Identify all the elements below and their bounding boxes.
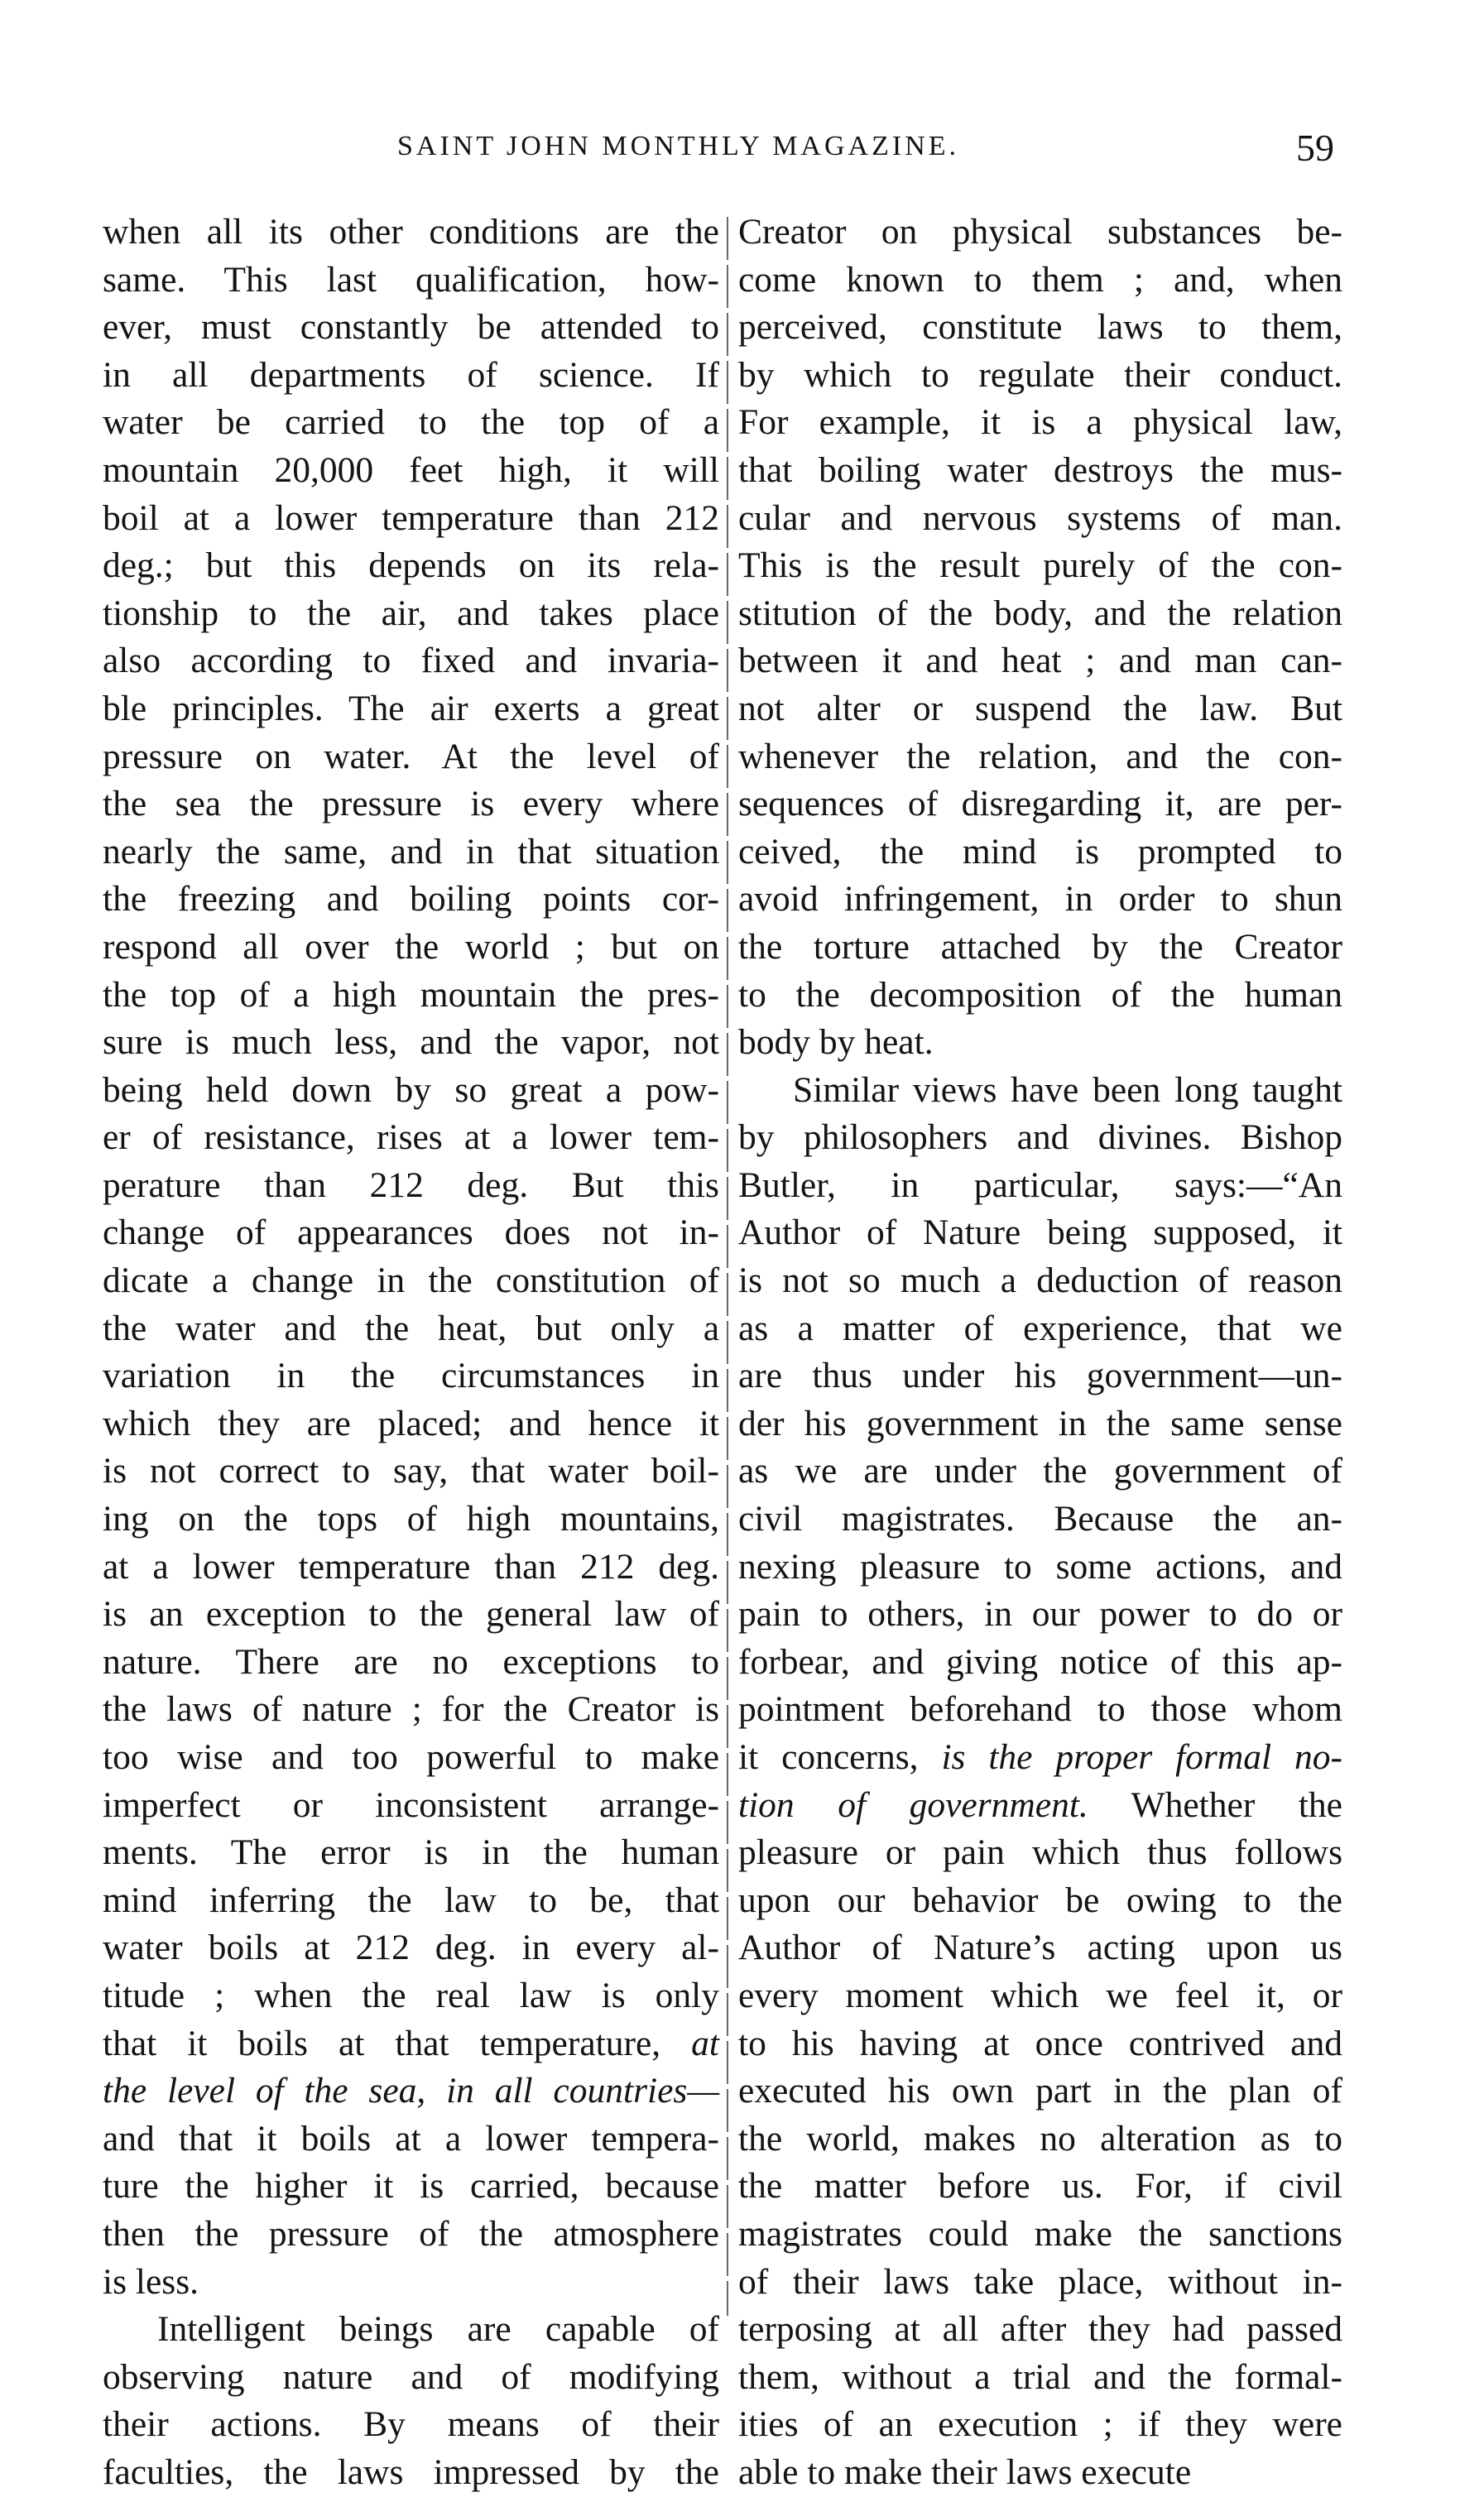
text-run: is an exception to the general law of (103, 1594, 719, 1635)
text-line (103, 542, 719, 590)
text-line (738, 2354, 1342, 2402)
text-run: is less. (103, 2261, 199, 2302)
text-run: variation in the circumstances in (103, 1356, 719, 1396)
text-run: by which to regulate their conduct. (738, 354, 1342, 395)
text-line (738, 542, 1342, 590)
text-run: the sea the pressure is every where (103, 784, 719, 824)
text-line (738, 1734, 1342, 1782)
text-run: pleasure or pain which thus follows (738, 1832, 1342, 1873)
text-run: Whether the (1088, 1784, 1342, 1825)
text-run: too wise and too powerful to make (103, 1737, 719, 1777)
text-run: ble principles. The air exerts a great (103, 688, 719, 728)
column-divider (727, 217, 728, 2316)
text-line (103, 2401, 719, 2449)
text-line (103, 876, 719, 924)
text-line (103, 257, 719, 305)
text-line (103, 1067, 719, 1115)
text-run: ceived, the mind is prompted to (738, 831, 1342, 872)
text-run: of their laws take place, without in- (738, 2261, 1342, 2302)
text-line (103, 1544, 719, 1592)
text-line (103, 399, 719, 447)
text-run: magistrates could make the sanctions (738, 2213, 1342, 2254)
text-line (103, 1019, 719, 1067)
text-line (103, 1209, 719, 1257)
text-run: that boiling water destroys the mus- (738, 449, 1342, 490)
text-run: same. This last qualification, how- (103, 259, 719, 300)
text-line (103, 1734, 719, 1782)
text-run: cular and nervous systems of man. (738, 497, 1342, 538)
text-line (738, 828, 1342, 876)
text-line (103, 447, 719, 495)
italic-text: is the proper formal no- (941, 1737, 1342, 1777)
text-run: to the decomposition of the human (738, 974, 1342, 1015)
text-line (103, 1829, 719, 1877)
text-run: that it boils at that temperature, (103, 2023, 661, 2063)
text-line (738, 2449, 1342, 2497)
text-line (738, 304, 1342, 352)
text-line (738, 1496, 1342, 1544)
text-run: them, without a trial and the formal- (738, 2356, 1342, 2397)
text-run: at a lower temperature than 212 deg. (103, 1546, 719, 1587)
text-line (738, 1972, 1342, 2020)
text-run: faculties, the laws impressed by the (103, 2452, 719, 2492)
text-run: sequences of disregarding it, are per- (738, 784, 1342, 824)
text-run: are thus under his government—un- (738, 1356, 1342, 1396)
text-line (738, 1591, 1342, 1639)
text-line (738, 2306, 1342, 2354)
text-run: when all its other conditions are the (103, 212, 719, 252)
text-line (103, 2115, 719, 2163)
text-run: ture the higher it is carried, because (103, 2166, 719, 2207)
text-line (738, 2020, 1342, 2068)
text-line (103, 1686, 719, 1734)
text-run: not alter or suspend the law. But (738, 688, 1342, 728)
text-line (738, 2211, 1342, 2259)
text-line (103, 1257, 719, 1305)
text-run: perature than 212 deg. But this (103, 1165, 719, 1205)
text-line (738, 972, 1342, 1020)
text-run: water be carried to the top of a (103, 402, 719, 443)
text-line (738, 447, 1342, 495)
text-line (738, 352, 1342, 400)
text-run: in all departments of science. If (103, 354, 719, 395)
text-line (103, 1924, 719, 1972)
text-line (738, 637, 1342, 685)
text-line (103, 2449, 719, 2497)
italic-text: at (691, 2023, 719, 2063)
text-line (103, 2354, 719, 2402)
text-line (738, 399, 1342, 447)
text-line (103, 2306, 719, 2354)
text-line (103, 1877, 719, 1925)
text-run: mind inferring the law to be, that (103, 1880, 719, 1920)
text-run: Butler, in particular, says:—“An (738, 1165, 1342, 1205)
text-line (103, 637, 719, 685)
text-run: executed his own part in the plan of (738, 2071, 1342, 2111)
text-line (103, 1972, 719, 2020)
text-line (103, 1305, 719, 1353)
text-line (738, 2259, 1342, 2307)
text-run: perceived, constitute laws to them, (738, 307, 1342, 348)
text-line (738, 1305, 1342, 1353)
text-line (738, 876, 1342, 924)
text-run: pointment beforehand to those whom (738, 1689, 1342, 1730)
text-line (738, 780, 1342, 828)
text-run: the laws of nature ; for the Creator is (103, 1689, 719, 1730)
text-run: whenever the relation, and the con- (738, 736, 1342, 776)
text-line (738, 257, 1342, 305)
text-run: ing on the tops of high mountains, (103, 1499, 719, 1539)
text-line (103, 828, 719, 876)
text-line (103, 685, 719, 733)
text-line (738, 1257, 1342, 1305)
text-run: by philosophers and divines. Bishop (738, 1117, 1342, 1158)
text-run: which they are placed; and hence it (103, 1403, 719, 1443)
text-line (738, 2067, 1342, 2115)
text-run: nexing pleasure to some actions, and (738, 1546, 1342, 1587)
text-run: dicate a change in the constitution of (103, 1261, 719, 1301)
text-run: imperfect or inconsistent arrange- (103, 1784, 719, 1825)
text-line (103, 2067, 719, 2115)
text-run: is not so much a deduction of reason (738, 1261, 1342, 1301)
text-run: as a matter of experience, that we (738, 1308, 1342, 1348)
text-run: nature. There are no exceptions to (103, 1641, 719, 1682)
text-run: the world, makes no alteration as to (738, 2118, 1342, 2159)
text-line (738, 1686, 1342, 1734)
text-line (103, 304, 719, 352)
text-run: it concerns, (738, 1737, 919, 1777)
text-run: the top of a high mountain the pres- (103, 974, 719, 1015)
text-line (738, 1400, 1342, 1448)
text-run: respond all over the world ; but on (103, 926, 719, 967)
text-line (103, 972, 719, 1020)
text-line (738, 495, 1342, 543)
text-run: mountain 20,000 feet high, it will (103, 449, 719, 490)
text-line (103, 733, 719, 781)
text-line (103, 1352, 719, 1400)
text-run: ments. The error is in the human (103, 1832, 719, 1873)
text-run: upon our behavior be owing to the (738, 1880, 1342, 1920)
text-run: the freezing and boiling points cor- (103, 879, 719, 920)
text-line (103, 1496, 719, 1544)
text-line (738, 685, 1342, 733)
text-line (738, 1639, 1342, 1687)
text-line (738, 1067, 1342, 1115)
text-run: civil magistrates. Because the an- (738, 1499, 1342, 1539)
text-line (103, 495, 719, 543)
text-line (738, 1924, 1342, 1972)
text-run: come known to them ; and, when (738, 259, 1342, 300)
running-title: SAINT JOHN MONTHLY MAGAZINE. (397, 131, 960, 161)
text-run: also according to fixed and invaria- (103, 641, 719, 681)
text-line (103, 1162, 719, 1210)
text-run: the torture attached by the Creator (738, 926, 1342, 967)
text-run: the water and the heat, but only a (103, 1308, 719, 1348)
italic-text: tion of government. (738, 1784, 1088, 1825)
text-line (103, 2211, 719, 2259)
text-line (738, 1019, 1342, 1067)
text-line (103, 1639, 719, 1687)
text-line (103, 2163, 719, 2211)
text-run: sure is much less, and the vapor, not (103, 1022, 719, 1063)
text-run: Similar views have been long taught (793, 1069, 1342, 1110)
text-run: pain to others, in our power to do or (738, 1594, 1342, 1635)
left-column (103, 209, 719, 2497)
text-run: being held down by so great a pow- (103, 1069, 719, 1110)
text-run: er of resistance, rises at a lower tem- (103, 1117, 719, 1158)
text-run: then the pressure of the atmosphere (103, 2213, 719, 2254)
text-run: tionship to the air, and takes place (103, 593, 719, 633)
text-line (738, 1162, 1342, 1210)
text-run: boil at a lower temperature than 212 (103, 497, 719, 538)
text-run: ever, must constantly be attended to (103, 307, 719, 348)
text-line (738, 2115, 1342, 2163)
text-line (738, 1209, 1342, 1257)
text-run: For example, it is a physical law, (738, 402, 1342, 443)
text-run: is not correct to say, that water boil- (103, 1451, 719, 1491)
text-line (738, 2401, 1342, 2449)
text-line (738, 209, 1342, 257)
text-run: deg.; but this depends on its rela- (103, 545, 719, 586)
text-line (103, 352, 719, 400)
text-line (103, 1448, 719, 1496)
text-run: able to make their laws execute (738, 2452, 1192, 2492)
text-line (103, 1782, 719, 1830)
text-line (738, 1544, 1342, 1592)
text-line (103, 1114, 719, 1162)
text-run: stitution of the body, and the relation (738, 593, 1342, 633)
text-line (738, 1448, 1342, 1496)
text-line (103, 1591, 719, 1639)
text-line (103, 590, 719, 638)
italic-text: the level of the sea, in all countries— (103, 2071, 719, 2111)
page-number: 59 (1296, 127, 1334, 169)
text-run: Author of Nature being supposed, it (738, 1213, 1342, 1253)
text-line (103, 924, 719, 972)
text-run: This is the result purely of the con- (738, 545, 1342, 586)
right-column (738, 209, 1342, 2497)
text-run: the matter before us. For, if civil (738, 2166, 1342, 2207)
text-run: pressure on water. At the level of (103, 736, 719, 776)
text-line (103, 780, 719, 828)
text-run: Intelligent beings are capable of (157, 2309, 719, 2350)
text-line (738, 590, 1342, 638)
text-run: titude ; when the real law is only (103, 1975, 719, 2015)
text-run: ities of an execution ; if they were (738, 2404, 1342, 2445)
text-line (103, 2259, 719, 2307)
text-line (103, 209, 719, 257)
text-line (738, 1782, 1342, 1830)
text-run: avoid infringement, in order to shun (738, 879, 1342, 920)
text-line (738, 1352, 1342, 1400)
text-line (738, 1829, 1342, 1877)
text-line (738, 1877, 1342, 1925)
text-line (103, 1400, 719, 1448)
text-run: Author of Nature’s acting upon us (738, 1928, 1342, 1968)
text-run: change of appearances does not in- (103, 1213, 719, 1253)
text-run: Creator on physical substances be- (738, 212, 1342, 252)
running-header (99, 127, 1341, 180)
text-run: terposing at all after they had passed (738, 2309, 1342, 2350)
text-run: body by heat. (738, 1022, 934, 1063)
text-run: every moment which we feel it, or (738, 1975, 1342, 2015)
text-line (103, 2020, 719, 2068)
text-run: and that it boils at a lower tempera- (103, 2118, 719, 2159)
text-run: to his having at once contrived and (738, 2023, 1342, 2063)
text-run: observing nature and of modifying (103, 2356, 719, 2397)
text-line (738, 924, 1342, 972)
text-run: der his government in the same sense (738, 1403, 1342, 1443)
text-run: nearly the same, and in that situation (103, 831, 719, 872)
text-run: their actions. By means of their (103, 2404, 719, 2445)
text-line (738, 1114, 1342, 1162)
text-run: water boils at 212 deg. in every al- (103, 1928, 719, 1968)
text-run: between it and heat ; and man can- (738, 641, 1342, 681)
text-run: forbear, and giving notice of this ap- (738, 1641, 1342, 1682)
text-line (738, 733, 1342, 781)
text-run: as we are under the government of (738, 1451, 1342, 1491)
text-line (738, 2163, 1342, 2211)
